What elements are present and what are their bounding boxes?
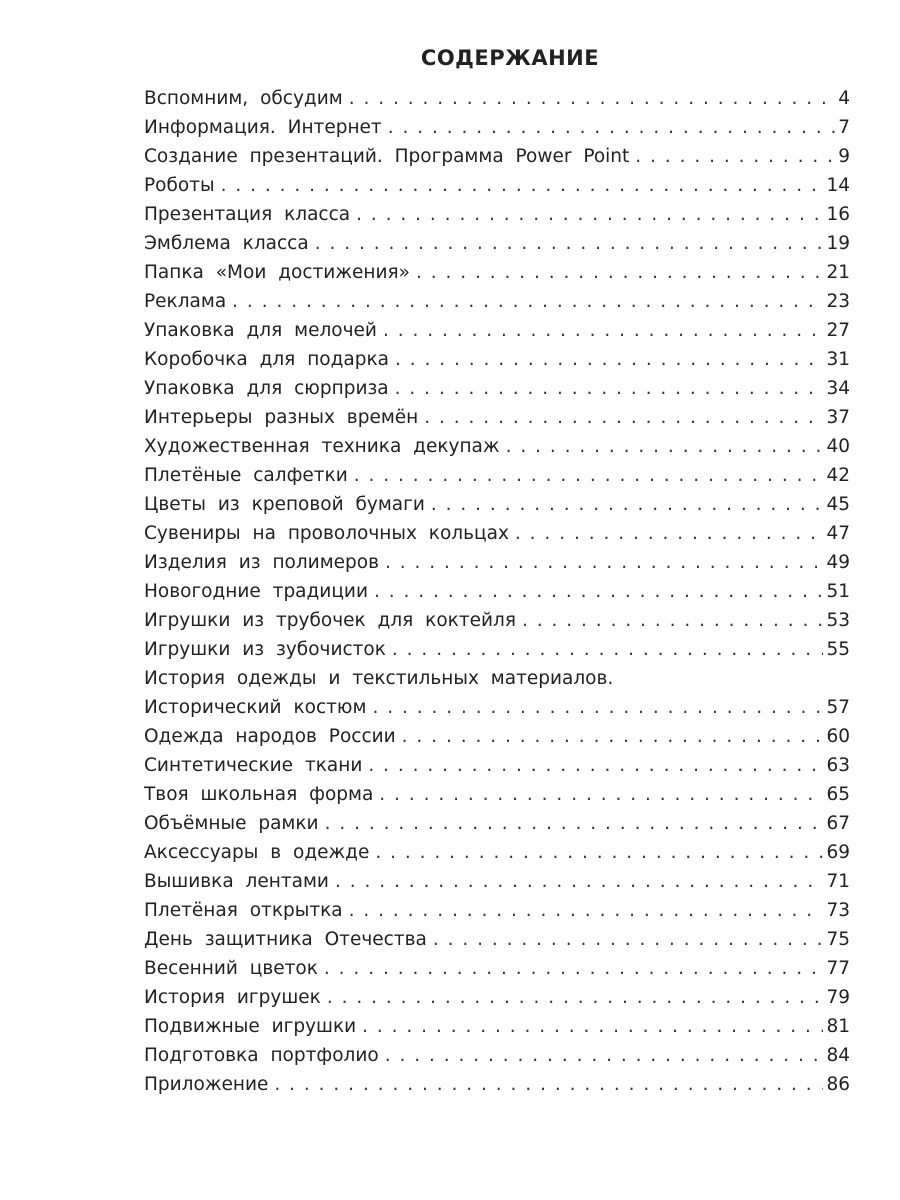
- toc-entry-first-line: [144, 664, 850, 693]
- toc-entry-page-number: 53: [826, 610, 850, 631]
- toc-entry: [144, 838, 850, 867]
- toc-entry-page-number: 77: [826, 958, 850, 979]
- toc-entry-label: История игрушек: [144, 987, 321, 1008]
- toc-entry: [144, 171, 850, 200]
- dot-leader: [368, 751, 823, 780]
- toc-entry: [144, 635, 850, 664]
- toc-entry: [144, 577, 850, 606]
- dot-leader: [385, 548, 823, 577]
- dot-leader: [392, 635, 824, 664]
- toc-entry: [144, 374, 850, 403]
- toc-entry-page-number: 31: [826, 349, 850, 370]
- toc-entry: [144, 461, 850, 490]
- dot-leader: [315, 229, 824, 258]
- toc-entry: [144, 867, 850, 896]
- toc-entry-page-number: 63: [826, 755, 850, 776]
- dot-leader: [335, 867, 824, 896]
- toc-entry-label: Художественная техника декупаж: [144, 436, 500, 457]
- toc-entry-page-number: 16: [826, 204, 850, 225]
- toc-entry-label: Интерьеры разных времён: [144, 407, 419, 428]
- toc-entry-label: Изделия из полимеров: [144, 552, 380, 573]
- toc-entry: [144, 345, 850, 374]
- toc-entry-label: Игрушки из трубочек для коктейля: [144, 610, 516, 631]
- toc-entry-page-number: 45: [826, 494, 850, 515]
- toc-entry-label: Новогодние традиции: [144, 581, 368, 602]
- toc-entry-label: Синтетические ткани: [144, 755, 363, 776]
- dot-leader: [375, 838, 823, 867]
- toc-entry-label: Сувениры на проволочных кольцах: [144, 523, 509, 544]
- toc-entry-label: Одежда народов России: [144, 726, 396, 747]
- toc-entry-label: Объёмные рамки: [144, 813, 319, 834]
- toc-entry: [144, 1041, 850, 1070]
- dot-leader: [374, 577, 823, 606]
- toc-entry-label: Весенний цветок: [144, 958, 318, 979]
- toc-entry: [144, 432, 850, 461]
- toc-entry-page-number: 19: [826, 233, 850, 254]
- toc-entry-label: Подготовка портфолио: [144, 1045, 379, 1066]
- toc-entry-page-number: 27: [826, 320, 850, 341]
- dot-leader: [325, 809, 824, 838]
- toc-entry-label: Роботы: [144, 175, 215, 196]
- dot-leader: [372, 693, 823, 722]
- toc-entry-label: Исторический костюм: [144, 697, 367, 718]
- toc-entry-label: Папка «Мои достижения»: [144, 262, 410, 283]
- toc-entry-label: Информация. Интернет: [144, 117, 382, 138]
- toc-entry-page-number: 40: [826, 436, 850, 457]
- dot-leader: [362, 1012, 823, 1041]
- toc-entry-page-number: 86: [826, 1074, 850, 1095]
- dot-leader: [383, 316, 824, 345]
- toc-entry-page-number: 60: [826, 726, 850, 747]
- dot-leader: [349, 896, 824, 925]
- toc-entry: [144, 809, 850, 838]
- toc-entry-label: Вспомним, обсудим: [144, 88, 343, 109]
- toc-entry-label: День защитника Отечества: [144, 929, 427, 950]
- dot-leader: [379, 780, 823, 809]
- toc-entry-label: Создание презентаций. Программа Power Point: [144, 146, 630, 167]
- toc-entry: [144, 606, 850, 635]
- dot-leader: [221, 171, 824, 200]
- toc-entry: [144, 403, 850, 432]
- toc-entry: [144, 490, 850, 519]
- dot-leader: [433, 925, 824, 954]
- toc-entry: [144, 693, 850, 722]
- toc-entry: [144, 84, 850, 113]
- toc-entry: [144, 1070, 850, 1099]
- toc-entry-label: Плетёные салфетки: [144, 465, 348, 486]
- toc-entry: [144, 142, 850, 171]
- toc-entry-page-number: 73: [826, 900, 850, 921]
- dot-leader: [402, 722, 824, 751]
- toc-entry-page-number: 21: [826, 262, 850, 283]
- dot-leader: [431, 490, 824, 519]
- toc-entry-label: Реклама: [144, 291, 227, 312]
- toc-entry-label: Аксессуары в одежде: [144, 842, 370, 863]
- toc-entry-label: Игрушки из зубочисток: [144, 639, 386, 660]
- toc-entry-page-number: 4: [838, 88, 850, 109]
- toc-entry: [144, 896, 850, 925]
- dot-leader: [385, 1041, 824, 1070]
- toc-entry: [144, 519, 850, 548]
- dot-leader: [356, 200, 823, 229]
- toc-entry-label: Презентация класса: [144, 204, 351, 225]
- dot-leader: [395, 374, 824, 403]
- toc-entry: [144, 316, 850, 345]
- toc-entry-page-number: 79: [826, 987, 850, 1008]
- toc-entry-label: Эмблема класса: [144, 233, 309, 254]
- toc-entry: [144, 548, 850, 577]
- dot-leader: [274, 1070, 823, 1099]
- toc-entry-label-line1: История одежды и текстильных материалов.: [144, 668, 614, 689]
- toc-entry: [144, 925, 850, 954]
- toc-entry-label: Упаковка для мелочей: [144, 320, 377, 341]
- dot-leader: [395, 345, 823, 374]
- toc-entry-page-number: 42: [826, 465, 850, 486]
- toc-entry-page-number: 55: [826, 639, 850, 660]
- toc-entry-label: Твоя школьная форма: [144, 784, 374, 805]
- dot-leader: [354, 461, 824, 490]
- toc-entry-label: Приложение: [144, 1074, 269, 1095]
- dot-leader: [327, 983, 824, 1012]
- toc-entry-label: Упаковка для сюрприза: [144, 378, 389, 399]
- toc-entry: [144, 258, 850, 287]
- page-title: СОДЕРЖАНИЕ: [420, 46, 600, 70]
- toc-entry-page-number: 81: [826, 1016, 850, 1037]
- toc-entry-page-number: 34: [826, 378, 850, 399]
- toc-entry-label: Вышивка лентами: [144, 871, 329, 892]
- toc-entry-label: Подвижные игрушки: [144, 1016, 357, 1037]
- toc-entry: [144, 1012, 850, 1041]
- toc-entry: [144, 722, 850, 751]
- toc-entry-label: Цветы из креповой бумаги: [144, 494, 425, 515]
- toc-entry: [144, 229, 850, 258]
- toc-entry-page-number: 47: [826, 523, 850, 544]
- toc-entry-page-number: 67: [826, 813, 850, 834]
- toc-entry-label: Плетёная открытка: [144, 900, 343, 921]
- dot-leader: [515, 519, 824, 548]
- toc-entry-page-number: 65: [826, 784, 850, 805]
- dot-leader: [324, 954, 824, 983]
- toc-entry: [144, 751, 850, 780]
- toc-entry-page-number: 37: [826, 407, 850, 428]
- dot-leader: [416, 258, 824, 287]
- dot-leader: [388, 113, 836, 142]
- toc-entry-page-number: 7: [838, 117, 850, 138]
- dot-leader: [349, 84, 836, 113]
- toc-entry-page-number: 57: [826, 697, 850, 718]
- toc-entry-page-number: 71: [826, 871, 850, 892]
- dot-leader: [506, 432, 824, 461]
- toc-entry-page-number: 23: [826, 291, 850, 312]
- toc-entry: [144, 983, 850, 1012]
- toc-entry: [144, 200, 850, 229]
- dot-leader: [232, 287, 823, 316]
- toc-entry-page-number: 69: [826, 842, 850, 863]
- table-of-contents: [144, 84, 850, 1099]
- toc-entry-page-number: 49: [826, 552, 850, 573]
- dot-leader: [522, 606, 823, 635]
- toc-entry: [144, 287, 850, 316]
- toc-entry: [144, 780, 850, 809]
- toc-entry: [144, 113, 850, 142]
- toc-entry-page-number: 14: [826, 175, 850, 196]
- toc-entry-page-number: 84: [826, 1045, 850, 1066]
- toc-entry-page-number: 9: [838, 146, 850, 167]
- toc-entry-page-number: 75: [826, 929, 850, 950]
- toc-entry-label: Коробочка для подарка: [144, 349, 389, 370]
- dot-leader: [635, 142, 835, 171]
- toc-entry: [144, 954, 850, 983]
- dot-leader: [424, 403, 823, 432]
- toc-entry-page-number: 51: [826, 581, 850, 602]
